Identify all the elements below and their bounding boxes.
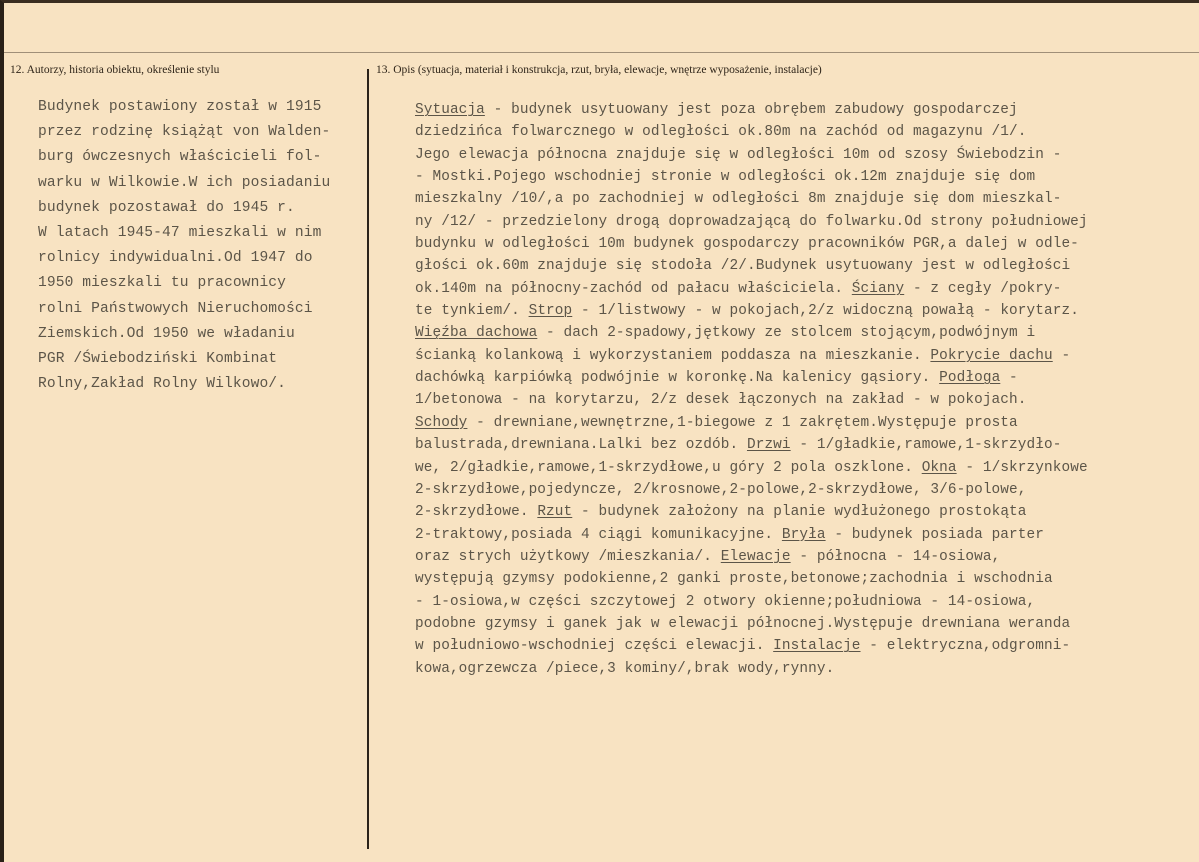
description-line <box>415 389 1088 411</box>
description-segment: w południowo-wschodniej części elewacji. <box>415 638 774 655</box>
history-line: rolnicy indywidualni.Od 1947 do <box>38 250 313 267</box>
description-segment: podobne gzymsy i ganek jak w elewacji północnej.Występuje drewniana weranda <box>415 615 1071 632</box>
description-segment: we, 2/gładkie,ramowe,1-skrzydłowe,u góry 2 pola oszklone. <box>415 459 922 476</box>
description-line <box>415 546 1088 568</box>
description-line <box>415 233 1088 255</box>
description-line <box>415 591 1088 613</box>
description-line <box>415 658 1088 680</box>
description-line <box>415 211 1088 233</box>
description-segment: ok.140m na północny-zachód od pałacu właściciela. <box>415 280 852 297</box>
description-line <box>415 524 1088 546</box>
section-heading: Sytuacja <box>415 102 485 118</box>
description-segment: - budynek założony na planie wydłużonego prostokąta <box>572 504 1027 521</box>
section-heading: Strop <box>528 303 573 320</box>
description-segment: 1/betonowa - na korytarzu, 2/z desek łączonych na zakład - w pokojach. <box>415 392 1027 409</box>
history-line: warku w Wilkowie.W ich posiadaniu <box>38 174 331 191</box>
history-text <box>38 95 330 397</box>
section-heading: Elewacje <box>720 548 791 565</box>
top-rule <box>4 52 1199 53</box>
description-line <box>415 188 1088 210</box>
description-segment: - północna - 14-osiowa, <box>790 548 1001 565</box>
column-divider <box>367 69 369 849</box>
description-line <box>415 613 1088 635</box>
description-segment: ścianką kolankową i wykorzystaniem poddasza na mieszkanie. <box>415 347 931 364</box>
history-line: przez rodzinę książąt von Walden- <box>38 124 331 141</box>
description-segment: ny /12/ - przedzielony drogą doprowadzającą do folwarku.Od strony południowej <box>415 213 1088 230</box>
description-segment: głości ok.60m znajduje się stodoła /2/.Budynek usytuowany jest w odległości <box>415 258 1071 275</box>
description-segment: budynku w odległości 10m budynek gospodarczy pracowników PGR,a dalej w odle- <box>415 236 1079 253</box>
description-segment: kowa,ogrzewcza /piece,3 kominy/,brak wody,rynny. <box>415 660 835 677</box>
description-segment: - budynek posiada parter <box>825 526 1044 543</box>
description-segment: 2-skrzydłowe,pojedyncze, 2/krosnowe,2-polowe,2-skrzydłowe, 3/6-polowe, <box>415 481 1027 498</box>
description-segment: te tynkiem/. <box>415 303 529 320</box>
history-line: Rolny,Zakład Rolny Wilkowo/. <box>38 376 287 393</box>
description-segment: - drewniane,wewnętrzne,1-biegowe z 1 zakrętem.Występuje prosta <box>467 414 1018 431</box>
description-segment: - elektryczna,odgromni- <box>860 638 1071 655</box>
description-line <box>415 166 1088 188</box>
description-segment: - <box>1052 347 1071 364</box>
description-segment: - 1/listwowy - w pokojach,2/z widoczną powałą - korytarz. <box>572 303 1079 320</box>
section-heading: Podłoga <box>939 370 1001 387</box>
description-line <box>415 300 1088 322</box>
description-line <box>415 144 1088 166</box>
description-segment: dachówką karpiówką podwójnie w koronkę.Na kalenicy gąsiory. <box>415 370 940 387</box>
history-line: burg ówczesnych właścicieli fol- <box>38 149 322 166</box>
section-heading: Pokrycie dachu <box>930 347 1053 364</box>
description-segment: - z cegły /pokry- <box>904 280 1062 297</box>
description-segment: - 1/gładkie,ramowe,1-skrzydło- <box>790 437 1062 454</box>
description-line <box>415 322 1088 344</box>
description-line <box>415 255 1088 277</box>
section-heading: Drzwi <box>746 437 791 454</box>
description-segment: - dach 2-spadowy,jętkowy ze stolcem stojącym,podwójnym i <box>537 325 1036 342</box>
section-heading: Instalacje <box>773 638 861 655</box>
history-line: PGR /Świebodziński Kombinat <box>38 350 278 367</box>
section-heading: Rzut <box>537 504 573 521</box>
description-line <box>415 345 1088 367</box>
description-segment: dziedzińca folwarcznego w odległości ok.80m na zachód od magazynu /1/. <box>415 124 1027 141</box>
description-segment: - <box>1000 370 1018 387</box>
description-line <box>415 367 1088 389</box>
description-segment: - Mostki.Pojego wschodniej stronie w odległości ok.12m znajduje się dom <box>415 169 1036 186</box>
description-segment: występują gzymsy podokienne,2 ganki proste,betonowe;zachodnia i wschodnia <box>415 571 1053 588</box>
description-segment: - 1/skrzynkowe <box>956 459 1088 476</box>
section-heading: Więźba dachowa <box>415 325 538 342</box>
description-segment: oraz strych użytkowy /mieszkania/. <box>415 548 721 565</box>
description-segment: 2-skrzydłowe. <box>415 504 538 521</box>
history-line: Budynek postawiony został w 1915 <box>38 99 322 115</box>
description-line <box>415 501 1088 523</box>
left-column-header: 12. Autorzy, historia obiektu, określenie stylu <box>10 64 220 76</box>
description-line <box>415 479 1088 501</box>
history-line: W latach 1945-47 mieszkali w nim <box>38 224 322 241</box>
history-line: 1950 mieszkali tu pracownicy <box>38 275 287 292</box>
description-line <box>415 635 1088 657</box>
description-line <box>415 278 1088 300</box>
description-line <box>415 434 1088 456</box>
description-line <box>415 568 1088 590</box>
description-line <box>415 457 1088 479</box>
description-segment: - 1-osiowa,w części szczytowej 2 otwory okienne;południowa - 14-osiowa, <box>415 593 1036 610</box>
description-segment: Jego elewacja północna znajduje się w odległości 10m od szosy Świebodzin - <box>415 146 1062 163</box>
section-heading: Ściany <box>851 280 905 297</box>
description-line <box>415 412 1088 434</box>
description-segment: - budynek usytuowany jest poza obrębem zabudowy gospodarczej <box>484 102 1018 118</box>
section-heading: Schody <box>415 414 468 431</box>
description-line <box>415 99 1088 121</box>
description-line <box>415 121 1088 143</box>
description-segment: balustrada,drewniana.Lalki bez ozdób. <box>415 437 747 454</box>
description-text <box>415 99 1088 680</box>
history-line: Ziemskich.Od 1950 we władaniu <box>38 325 295 342</box>
description-segment: mieszkalny /10/,a po zachodniej w odległości 8m znajduje się dom mieszkal- <box>415 191 1062 208</box>
description-segment: 2-traktowy,posiada 4 ciągi komunikacyjne. <box>415 526 782 543</box>
section-heading: Okna <box>921 459 957 476</box>
history-line: budynek pozostawał do 1945 r. <box>38 199 295 216</box>
right-column-header: 13. Opis (sytuacja, materiał i konstrukcja, rzut, bryła, elewacje, wnętrze wyposażenie, instalacje) <box>376 64 822 76</box>
section-heading: Bryła <box>781 526 826 543</box>
history-line: rolni Państwowych Nieruchomości <box>38 300 313 317</box>
